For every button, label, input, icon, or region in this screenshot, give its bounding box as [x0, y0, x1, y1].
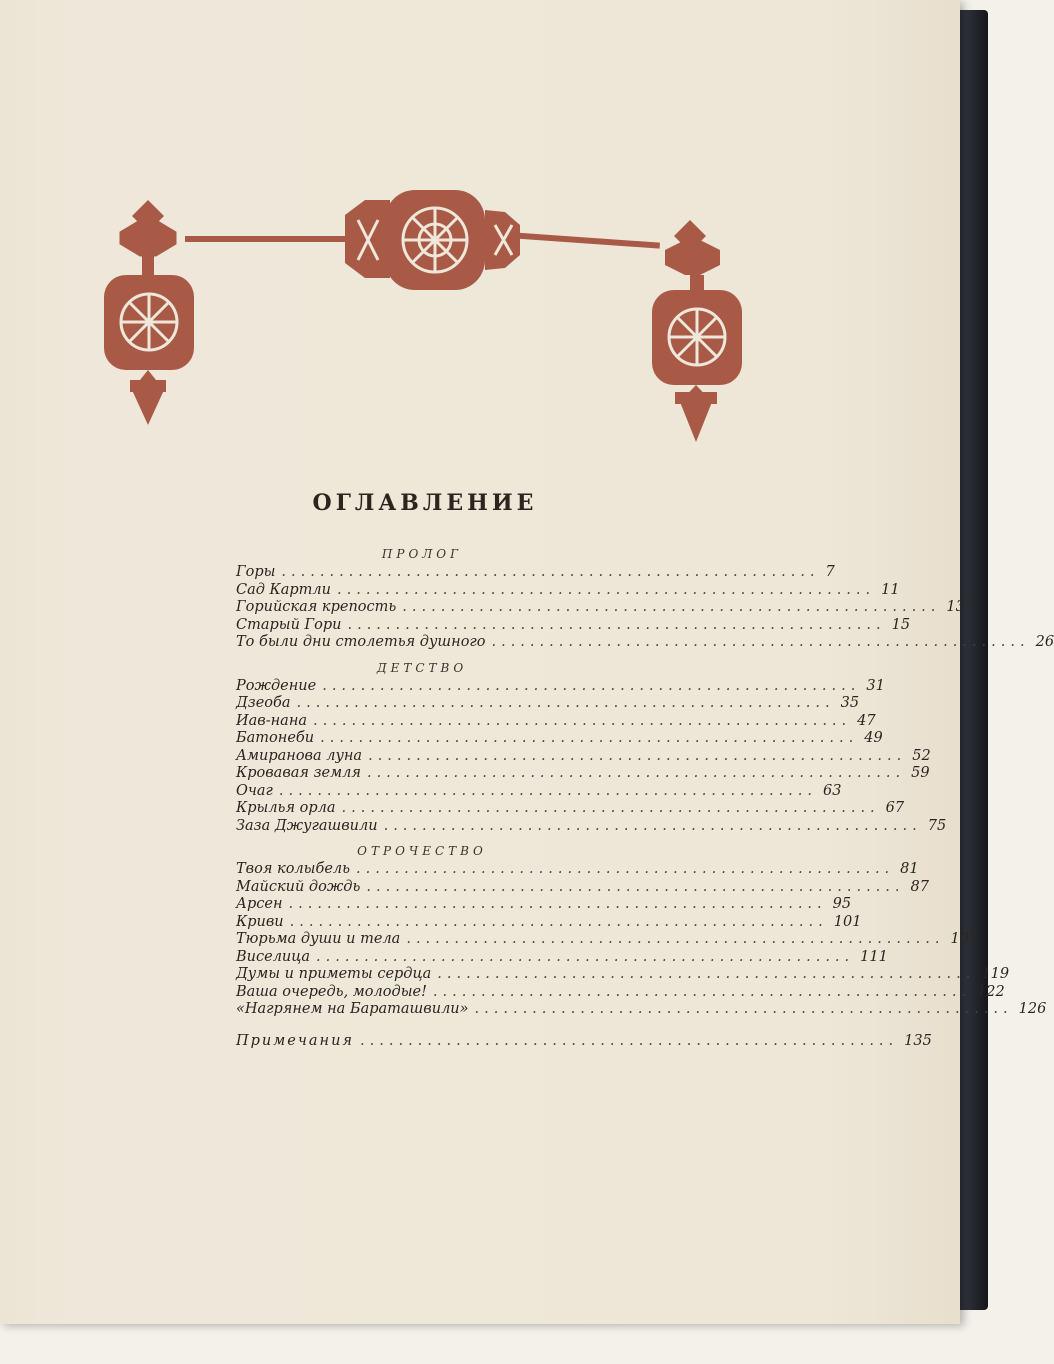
section-title: ДЕТСТВО	[376, 660, 468, 675]
toc-entry	[236, 695, 860, 713]
toc-entry	[236, 931, 979, 949]
toc-entry	[236, 712, 876, 731]
entry-page: 13	[946, 599, 965, 615]
entry-title: Рождение	[236, 677, 317, 694]
toc-entry	[236, 616, 911, 635]
toc-entry	[236, 581, 900, 600]
entry-title: Криви	[236, 913, 284, 930]
entry-title: «Нагрянем на Бараташвили»	[236, 1001, 469, 1017]
toc-entry	[236, 948, 888, 967]
dot-leader: ........................................................	[406, 931, 945, 947]
entry-title: Ваша очередь, молодые!	[236, 983, 427, 1000]
section-title: ОТРОЧЕСТВО	[357, 844, 487, 858]
entry-page: 107	[950, 931, 979, 947]
dot-leader: ........................................................	[368, 747, 907, 764]
dot-leader: ........................................................	[383, 817, 922, 834]
toc-entry	[236, 966, 1010, 984]
entry-page: 122	[977, 983, 1005, 1000]
dot-leader: ........................................................	[316, 948, 855, 965]
entry-page: 135	[904, 1032, 932, 1049]
entry-title: Виселица	[236, 948, 311, 965]
entry-title: Иав-нана	[236, 712, 308, 729]
entry-page: 15	[891, 616, 911, 633]
toc-entry	[236, 782, 842, 801]
entry-title: Тюрьма души и тела	[236, 931, 401, 947]
entry-title: Примечания	[236, 1032, 355, 1049]
entry-title: Твоя колыбель	[236, 861, 351, 877]
dot-leader: ........................................................	[356, 861, 895, 877]
entry-page: 31	[866, 677, 885, 694]
entry-title: Сад Картли	[236, 581, 332, 598]
entry-page: 126	[1018, 1001, 1047, 1017]
entry-title: Думы и приметы сердца	[236, 966, 432, 982]
toc-entry	[236, 896, 852, 914]
entry-title: Очаг	[236, 782, 273, 799]
entry-page: 59	[911, 765, 930, 781]
dot-leader: ........................................................	[278, 782, 818, 799]
entry-title: Дзеоба	[236, 695, 291, 711]
table-of-contents	[236, 544, 1054, 1050]
entry-page: 7	[825, 564, 835, 580]
toc-entry	[236, 817, 947, 836]
entry-title: Амиранова луна	[236, 747, 363, 764]
entry-title: Крылья орла	[236, 800, 336, 816]
toc-section	[236, 841, 1047, 1019]
entry-title: Заза Джугашвили	[236, 817, 378, 834]
dot-leader: ........................................................	[360, 1032, 899, 1049]
dot-leader: ........................................................	[289, 913, 828, 930]
toc-entry	[236, 800, 905, 818]
toc-entry-notes	[236, 1032, 932, 1051]
entry-page: 47	[857, 712, 876, 729]
toc-entry	[236, 564, 835, 582]
entry-page: 11	[881, 581, 900, 598]
toc-entry	[236, 634, 1054, 652]
entry-title: Майский дождь	[236, 878, 361, 895]
dot-leader: ........................................................	[296, 695, 835, 711]
toc-entry	[236, 677, 885, 696]
ornament-headpiece	[100, 180, 750, 435]
dot-leader: ........................................................	[437, 966, 976, 982]
toc-entry	[236, 765, 930, 783]
dot-leader: ........................................................	[288, 896, 827, 912]
toc-entry	[236, 878, 929, 897]
entry-page: 101	[833, 913, 862, 930]
toc-entry	[236, 861, 919, 879]
entry-title: Арсен	[236, 896, 283, 912]
dot-leader: ........................................................	[337, 581, 876, 598]
toc-entry	[236, 913, 862, 932]
dot-leader: ........................................................	[491, 634, 1030, 650]
toc-entry	[236, 730, 883, 748]
entry-title: Горы	[236, 564, 276, 580]
entry-page: 87	[910, 878, 929, 895]
entry-title: Батонеби	[236, 730, 315, 746]
dot-leader: ........................................................	[341, 800, 880, 816]
entry-page: 67	[885, 800, 905, 816]
entry-title: Горийская крепость	[236, 599, 397, 615]
dot-leader: ........................................................	[322, 677, 861, 694]
toc-entry	[236, 747, 931, 766]
entry-page: 75	[927, 817, 947, 834]
toc-section	[236, 658, 947, 836]
toc-heading: ОГЛАВЛЕНИЕ	[312, 490, 538, 516]
dot-leader: ........................................................	[366, 765, 906, 781]
dot-leader: ........................................................	[281, 564, 820, 580]
entry-title: Кровавая земля	[236, 765, 361, 781]
entry-page: 35	[840, 695, 860, 711]
entry-page: 111	[860, 948, 888, 965]
entry-title: Старый Гори	[236, 616, 342, 633]
dot-leader: ........................................................	[320, 730, 859, 746]
dot-leader: ........................................................	[474, 1001, 1013, 1017]
toc-section	[236, 544, 1054, 652]
section-title: ПРОЛОГ	[381, 547, 463, 561]
toc-entry	[236, 599, 965, 617]
dot-leader: ........................................................	[313, 712, 852, 729]
entry-title: То были дни столетья душного	[236, 634, 486, 650]
dot-leader: ........................................................	[402, 599, 941, 615]
entry-page: 95	[832, 896, 852, 912]
entry-page: 119	[981, 966, 1010, 982]
dot-leader: ........................................................	[366, 878, 905, 895]
entry-page: 63	[823, 782, 842, 799]
entry-page: 52	[912, 747, 931, 764]
dot-leader: ........................................................	[432, 983, 972, 1000]
toc-entry	[236, 983, 1005, 1002]
toc-entry	[236, 1001, 1047, 1019]
entry-page: 26	[1035, 634, 1054, 650]
entry-page: 49	[864, 730, 883, 746]
dot-leader: ........................................................	[347, 616, 886, 633]
entry-page: 81	[900, 861, 919, 877]
